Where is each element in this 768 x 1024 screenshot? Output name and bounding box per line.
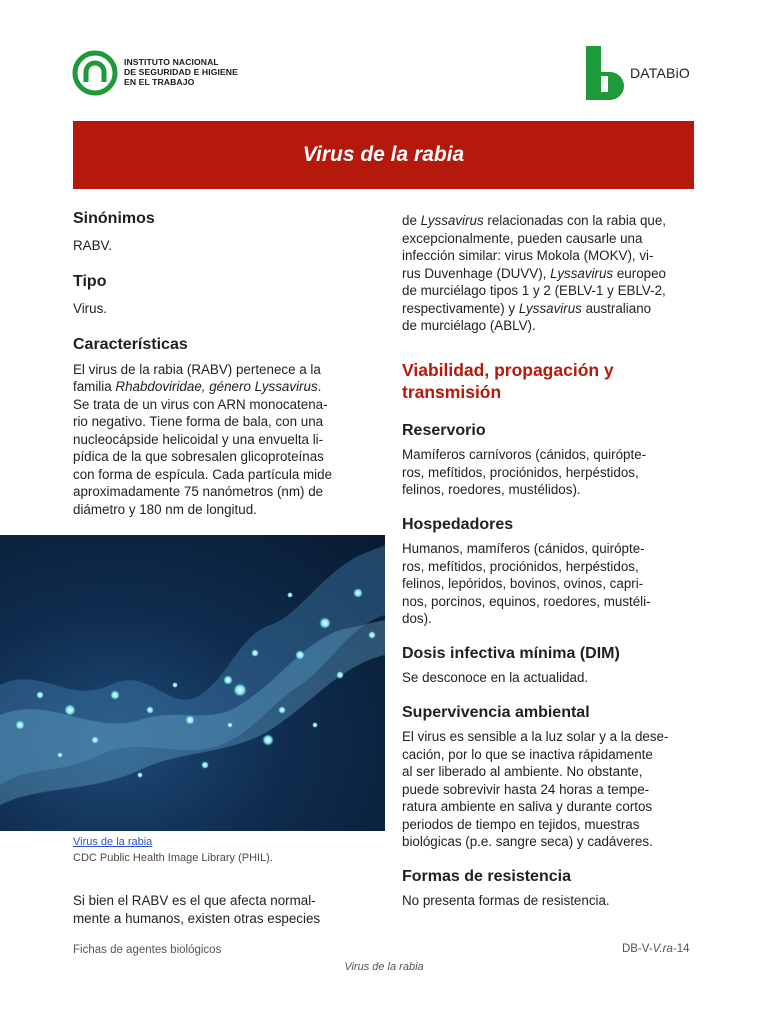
hospedadores-heading: Hospedadores — [402, 515, 514, 533]
text-line — [402, 300, 694, 318]
text-line: excepcionalmente, pueden causarle una — [402, 230, 643, 246]
supervivencia-text — [402, 728, 694, 851]
text-line: cación, por lo que se inactiva rápidamente — [402, 746, 653, 762]
text-line: ros, mefítidos, prociónidos, herpéstidos, — [402, 558, 639, 574]
tipo-text: Virus. — [73, 300, 107, 316]
text-line: de murciélago tipos 1 y 2 (EBLV-1 y EBLV-2, — [402, 283, 666, 298]
sinonimos-text: RABV. — [73, 237, 112, 253]
text-span: familia — [73, 379, 116, 394]
text-line: de murciélago (ABLV). — [402, 318, 536, 333]
insht-name-line-3: EN EL TRABAJO — [124, 77, 195, 87]
caracteristicas-text — [73, 361, 365, 519]
text-line: periodos de tiempo en tejidos, muestras — [402, 816, 640, 832]
image-caption-link[interactable]: Virus de la rabia — [73, 836, 153, 848]
formas-heading: Formas de resistencia — [402, 867, 571, 885]
databio-label: DATABiO — [630, 65, 690, 81]
text-line: pídica de la que sobresalen glicoproteínas — [73, 449, 324, 464]
caracteristicas-heading: Características — [73, 336, 188, 353]
text-span: respectivamente) y — [402, 300, 519, 316]
databio-logo-icon — [586, 46, 628, 100]
text-line: felinos, roedores, mustélidos). — [402, 482, 581, 497]
left-column — [73, 210, 365, 518]
text-line: puede sobrevivir hasta 24 horas a tempe- — [402, 781, 650, 797]
text-line — [402, 265, 694, 283]
text-span: de — [402, 213, 421, 228]
doc-code-italic: V.ra — [652, 943, 673, 955]
text-line: Humanos, mamíferos (cánidos, quirópte- — [402, 541, 645, 556]
insht-logo-icon — [72, 50, 118, 96]
text-line: biológicas (p.e. sangre seca) y cadáveres. — [402, 834, 653, 849]
virus-micrograph-image — [0, 535, 385, 831]
tipo-heading: Tipo — [73, 273, 107, 290]
text-span: australiano — [581, 300, 652, 316]
hospedadores-text — [402, 540, 694, 628]
text-line: El virus de la rabia (RABV) pertenece a la — [73, 361, 321, 377]
footer-series-title: Fichas de agentes biológicos — [73, 944, 222, 956]
text-line: infección similar: virus Mokola (MOKV), vi- — [402, 248, 654, 263]
doc-code-suffix: -14 — [672, 943, 690, 955]
text-line: al ser liberado al ambiente. No obstante, — [402, 764, 643, 779]
left-column-bottom — [73, 892, 365, 927]
text-line — [402, 212, 694, 230]
insht-name-line-1: INSTITUTO NACIONAL — [124, 57, 219, 67]
fluorescent-microscopy-image — [0, 535, 385, 831]
text-line: rio negativo. Tiene forma de bala, con una — [73, 414, 324, 429]
text-line: aproximadamente 75 nanómetros (nm) de — [73, 484, 324, 499]
section-title: Viabilidad, propagación y transmisión — [402, 359, 614, 402]
text-span: relacionadas con la rabia que, — [483, 213, 667, 228]
taxon-name: Rhabdoviridae, género Lyssavirus — [115, 379, 318, 394]
footer-doc-code — [622, 943, 690, 955]
text-line: con forma de espícula. Cada partícula mide — [73, 466, 333, 482]
footer-page-title: Virus de la rabia — [344, 961, 424, 973]
right-column — [402, 212, 694, 910]
text-line: ros, mefítidos, prociónidos, herpéstidos, — [402, 464, 639, 480]
text-line: El virus es sensible a la luz solar y a la dese- — [402, 729, 669, 744]
text-line: diámetro y 180 nm de longitud. — [73, 501, 257, 517]
reservorio-heading: Reservorio — [402, 421, 486, 439]
page-title: Virus de la rabia — [302, 143, 465, 166]
text-line: Mamíferos carnívoros (cánidos, quirópte- — [402, 447, 647, 462]
formas-text: No presenta formas de resistencia. — [402, 893, 610, 908]
text-line: Se trata de un virus con ARN monocatena- — [73, 396, 328, 412]
text-line: nucleocápside helicoidal y una envuelta li- — [73, 431, 324, 447]
image-source-caption: CDC Public Health Image Library (PHIL). — [73, 852, 273, 864]
text-line: nos, porcinos, equinos, roedores, mustéli- — [402, 593, 651, 609]
text-line — [73, 378, 365, 396]
text-line: ratura ambiente en saliva y durante cortos — [402, 799, 653, 814]
insht-name — [124, 57, 238, 87]
supervivencia-heading: Supervivencia ambiental — [402, 703, 590, 721]
dim-heading: Dosis infectiva mínima (DIM) — [402, 644, 620, 662]
continued-text — [402, 212, 694, 335]
text-span: europeo — [613, 265, 666, 281]
taxon-name: Lyssavirus — [518, 300, 582, 316]
doc-code-prefix: DB-V- — [622, 943, 653, 955]
reservorio-text — [402, 446, 694, 499]
text-span: . — [317, 379, 322, 394]
sinonimos-heading: Sinónimos — [73, 210, 155, 227]
insht-name-line-2: DE SEGURIDAD E HIGIENE — [124, 67, 238, 77]
text-line: mente a humanos, existen otras especies — [73, 910, 321, 926]
dim-text: Se desconoce en la actualidad. — [402, 670, 589, 685]
text-span: rus Duvenhage (DUVV), — [402, 265, 551, 281]
taxon-name: Lyssavirus — [420, 213, 484, 228]
title-banner — [73, 121, 694, 189]
taxon-name: Lyssavirus — [550, 265, 614, 281]
text-line: felinos, lepóridos, bovinos, ovinos, capri- — [402, 576, 644, 591]
text-line: Si bien el RABV es el que afecta normal- — [73, 893, 316, 908]
text-line: dos). — [402, 611, 432, 626]
